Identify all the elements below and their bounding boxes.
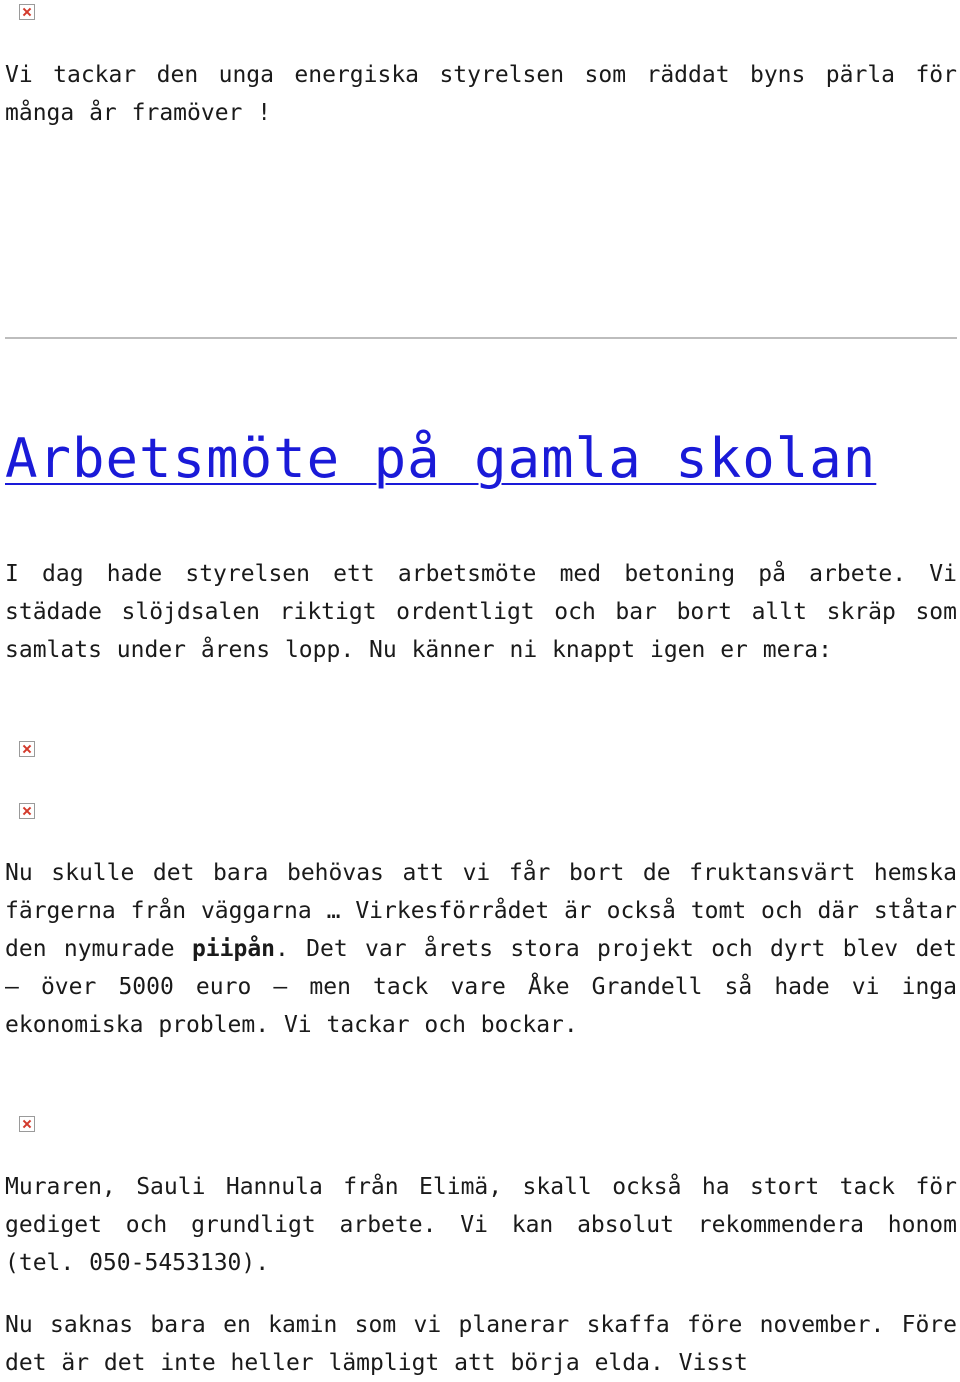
divider xyxy=(5,337,957,339)
broken-image-icon xyxy=(19,1116,35,1132)
post-paragraph-3: Muraren, Sauli Hannula från Elimä, skall också ha stort tack för gediget och grundligt arbete. Vi kan absolut rekommendera honom (tel. 050-5453130). xyxy=(5,1174,957,1276)
paragraph-2-text: Nu skulle det bara behövas att vi får bort de fruktansvärt hemska färgerna från väggarna … Virkesförrådet är också tomt och där ståtar den nymurade xyxy=(5,860,957,962)
intro-paragraph: Vi tackar den unga energiska styrelsen som räddat byns pärla för många år framöver ! xyxy=(5,62,957,126)
broken-image-icon xyxy=(19,741,35,757)
post-paragraph-1: I dag hade styrelsen ett arbetsmöte med betoning på arbete. Vi städade slöjdsalen riktigt ordentligt och bar bort allt skräp som samlats under årens lopp. Nu känner ni knappt igen er mera: xyxy=(5,561,957,663)
broken-image-icon xyxy=(19,803,35,819)
paragraph-2-text-continued: . Det var årets stora projekt och dyrt blev det – över 5000 euro – men tack vare Åke Grandell så hade vi inga ekonomiska problem. Vi tackar och bockar. xyxy=(5,936,957,1038)
post-title-link[interactable]: Arbetsmöte på gamla skolan xyxy=(5,427,877,490)
post-paragraph-4: Nu saknas bara en kamin som vi planerar skaffa före november. Före det är det inte heller lämpligt att börja elda. Visst xyxy=(5,1312,957,1376)
post-paragraph-2 xyxy=(5,854,957,1044)
broken-image-icon xyxy=(19,4,35,20)
bold-word: piipån xyxy=(191,936,276,962)
